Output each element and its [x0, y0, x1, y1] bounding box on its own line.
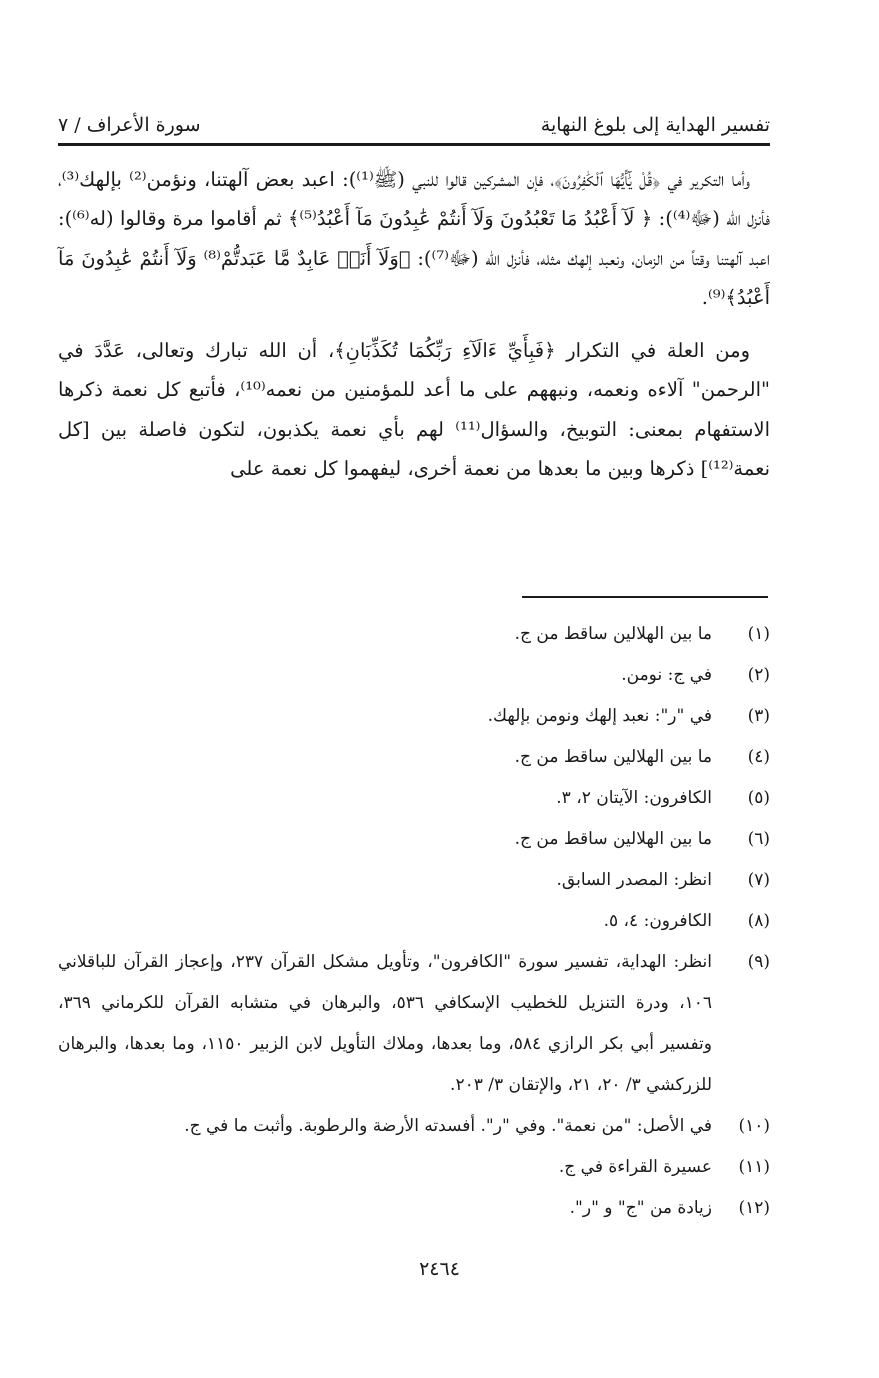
- running-header: [58, 96, 770, 136]
- footnote-text: في الأصل: "من نعمة". وفي "ر". أفسدته الأرضة والرطوبة. وأثبت ما في ج.: [184, 1116, 712, 1136]
- surah-page-label: سورة الأعراف / ٧: [58, 114, 201, 136]
- footnote: [58, 942, 770, 1106]
- footnote-number: (١): [747, 624, 770, 644]
- footnotes: [58, 614, 770, 1229]
- footnote-text: ما بين الهلالين ساقط من ج.: [514, 747, 712, 767]
- footnote: [58, 1106, 770, 1147]
- book-title: تفسير الهداية إلى بلوغ النهاية: [540, 114, 770, 136]
- footnote-number: (١٠): [738, 1116, 770, 1136]
- header-rule: [58, 143, 770, 146]
- footnote-number: (٧): [747, 870, 770, 890]
- footnote-number: (١١): [738, 1157, 770, 1177]
- footnote: [58, 819, 770, 860]
- footnote-number: (٢): [747, 665, 770, 685]
- main-text: [58, 160, 770, 488]
- footnote-text: في "ر": نعبد إلهك ونومن بإلهك.: [487, 706, 712, 726]
- paragraph: وأما التكرير في ﴿قُلْ يَٰٓأَيُّهَا ٱلْكَٰفِرُونَ﴾، فإن المشركين قالوا للنبي (ﷺ⁽¹⁾): اعبد بعض آلهتنا، ونؤمن⁽²⁾ بإلهك⁽³⁾، فأنزل الله (ﷻ⁽⁴⁾): ﴿ لَآ أَعْبُدُ مَا تَعْبُدُونَ وَلَآ أَنتُمْ عَٰبِدُونَ مَآ أَعْبُدُ⁽⁵⁾﴾ ثم أقاموا مرة وقالوا (له⁽⁶⁾): اعبد آلهتنا وقتاً من الزمان، ونعبد إلهك مثله، فأنزل الله (ﷻ⁽⁷⁾): ﴿وَلَآ أَنَا۠ عَابِدٌ مَّا عَبَدتُّمْ⁽⁸⁾ وَلَآ أَنتُمْ عَٰبِدُونَ مَآ أَعْبُدُ﴾⁽⁹⁾.: [58, 168, 771, 309]
- footnote-text: الكافرون: ٤، ٥.: [603, 911, 712, 931]
- footnote-text: انظر: المصدر السابق.: [556, 870, 712, 890]
- footnote: [58, 1147, 770, 1188]
- footnote-number: (٣): [747, 706, 770, 726]
- footnote-rule: [522, 596, 768, 598]
- footnote-text: الكافرون: الآيتان ٢، ٣.: [556, 788, 712, 808]
- footnote-number: (٩): [747, 952, 770, 972]
- footnote: [58, 860, 770, 901]
- paragraph: ومن العلة في التكرار ﴿فَبِأَيِّ ءَالَآءِ رَبِّكُمَا تُكَذِّبَانِ﴾، أن الله تبارك وتعالى، عَدَّدَ في "الرحمن" آلاءه ونعمه، ونبههم على ما أعد للمؤمنين من نعمه⁽¹⁰⁾، فأتبع كل نعمة ذكرها الاستفهام بمعنى: التوبيخ، والسؤال⁽¹¹⁾ لهم بأي نعمة يكذبون، لتكون فاصلة بين [كل نعمة⁽¹²⁾] ذكرها وبين ما بعدها من نعمة أخرى، ليفهموا كل نعمة على: [58, 339, 770, 481]
- footnote: [58, 778, 770, 819]
- footnote-text: في ج: نومن.: [621, 665, 712, 685]
- footnote-text: ما بين الهلالين ساقط من ج.: [514, 829, 712, 849]
- footnote-text: عسيرة القراءة في ج.: [558, 1157, 712, 1177]
- footnote: [58, 655, 770, 696]
- footnote-number: (٥): [747, 788, 770, 808]
- footnote-text: زيادة من "ج" و "ر".: [569, 1198, 712, 1218]
- footnote: [58, 737, 770, 778]
- footnote-number: (٦): [747, 829, 770, 849]
- footnote: [58, 901, 770, 942]
- page-number: ٢٤٦٤: [419, 1258, 460, 1280]
- footnote-number: (١٢): [738, 1198, 770, 1218]
- footnote-number: (٤): [747, 747, 770, 767]
- footnote-text: انظر: الهداية، تفسير سورة "الكافرون"، وتأويل مشكل القرآن ٢٣٧، وإعجاز القرآن للباقلاني ١٠٦، ودرة التنزيل للخطيب الإسكافي ٥٣٦، والبرهان في متشابه القرآن للكرماني ٣٦٩، وتفسير أبي بكر الرازي ٥٨٤، وما بعدها، وملاك التأويل لابن الزبير ١١٥٠، وما بعدها، والبرهان للزركشي ٣/ ٢٠، ٢١، والإتقان ٣/ ٢٠٣.: [58, 952, 713, 1095]
- footnote: [58, 696, 770, 737]
- footnote-text: ما بين الهلالين ساقط من ج.: [514, 624, 712, 644]
- footnote: [58, 1188, 770, 1229]
- footnote-number: (٨): [747, 911, 770, 931]
- footnote: [58, 614, 770, 655]
